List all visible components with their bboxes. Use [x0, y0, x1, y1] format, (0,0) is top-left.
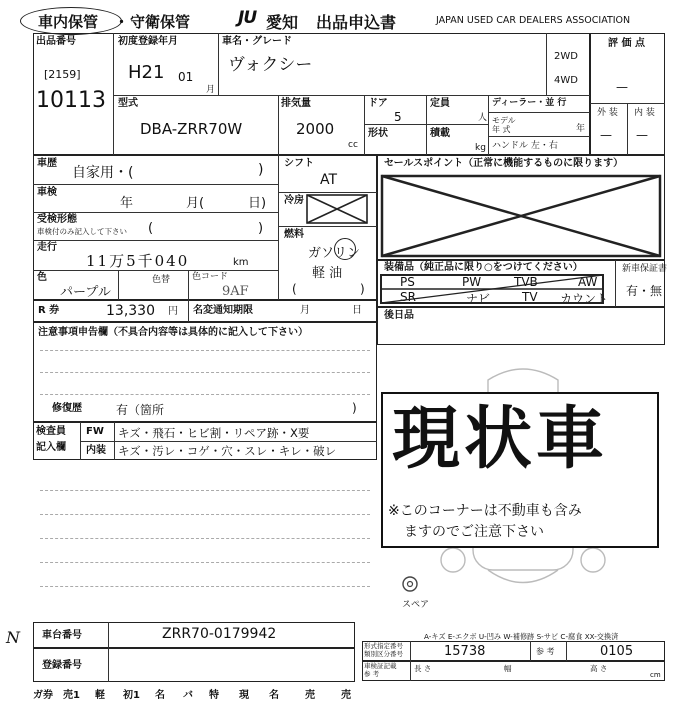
- footer-cell: バ: [183, 690, 193, 701]
- brand-name: 愛知: [266, 13, 299, 32]
- corner-mark: N: [6, 628, 20, 647]
- aircon-crossed-box: [306, 194, 368, 224]
- association-name: JAPAN USED CAR DEALERS ASSOCIATION: [436, 15, 631, 26]
- handle-label: ハンドル 左・右: [492, 141, 558, 151]
- equip-pw: PW: [462, 275, 482, 289]
- shift-value: AT: [320, 172, 338, 188]
- dims-length: 長 さ: [414, 664, 432, 673]
- grade-interior-value: —: [636, 128, 648, 142]
- chassis-label: 車台番号: [42, 630, 82, 641]
- dims-height: 高 さ: [590, 664, 608, 673]
- mileage-value: 11万5千040: [86, 252, 190, 270]
- inspection-day: 日): [248, 196, 267, 211]
- as-is-title: 現状車: [392, 400, 609, 479]
- footer-cell: 初1: [123, 690, 140, 701]
- as-is-note-1: ※このコーナーは不動車も含み: [388, 503, 582, 519]
- spare-label: スペア: [402, 600, 430, 610]
- type-no-ref-label: 参 考: [536, 647, 555, 656]
- mileage-unit: km: [233, 257, 249, 268]
- model-label: 型式: [118, 98, 138, 109]
- inspector-label-b: 記入欄: [36, 442, 66, 453]
- recycle-label: R 券: [38, 305, 60, 316]
- reg-no-label: 登録番号: [42, 660, 82, 671]
- storage-inside: 車内保管: [38, 13, 99, 31]
- lot-sub: [2159]: [44, 68, 81, 81]
- chassis-value: ZRR70-0179942: [162, 626, 277, 642]
- footer-cell: 現: [239, 690, 249, 701]
- capacity-label: 定員: [430, 98, 450, 109]
- repair-value: 有（箇所: [116, 403, 165, 417]
- footer-cell: 軽: [95, 690, 105, 701]
- doors-label: ドア: [368, 98, 388, 109]
- color-value: パープル: [60, 285, 111, 300]
- car-name-label: 車名・グレード: [222, 36, 292, 47]
- warranty-value: 有・無: [626, 284, 663, 298]
- storage-guard: 守衛保管: [130, 13, 191, 31]
- aircon-label: 冷房: [284, 195, 304, 206]
- displacement-label: 排気量: [281, 98, 311, 109]
- shape-label: 形状: [368, 128, 388, 139]
- repair-label: 修復歴: [52, 403, 82, 414]
- equipment-label: 装備品（純正品に限り○をつけてください）: [384, 262, 583, 273]
- history-close: ): [258, 162, 264, 178]
- equip-ps: PS: [400, 275, 415, 289]
- color-code-label: 色コード: [192, 272, 229, 282]
- model-value: DBA-ZRR70W: [140, 120, 243, 138]
- after-block: [377, 307, 665, 345]
- equip-navi: ナビ: [466, 292, 491, 306]
- inspector-interior-items: キズ・汚レ・コゲ・穴・スレ・キレ・破レ: [118, 444, 337, 458]
- inspection-label: 車検: [37, 187, 57, 198]
- doors-value: 5: [394, 110, 402, 124]
- receive-paren: (: [148, 221, 154, 236]
- lot-number: 10113: [36, 88, 106, 113]
- equip-aw: AW: [578, 275, 598, 289]
- equipment-strike: [379, 273, 614, 305]
- footer-cell: ガ券: [33, 690, 53, 701]
- lot-label: 出品番号: [36, 36, 76, 47]
- displacement-value: 2000: [296, 120, 335, 138]
- type-no-ref: 0105: [600, 644, 634, 659]
- storage-sep: ・: [114, 13, 130, 31]
- footer-cell: 名: [269, 690, 279, 701]
- receive-note: 車検付のみ記入して下さい: [37, 227, 127, 236]
- registration-era: H21: [128, 62, 165, 83]
- drive-2wd: 2WD: [554, 51, 578, 62]
- receive-close: ): [258, 221, 264, 236]
- tint-label: 色替: [152, 275, 171, 285]
- import-label: ディーラー・並 行: [492, 98, 567, 108]
- grade-exterior: 外 装: [597, 108, 618, 118]
- fuel-label: 燃料: [284, 229, 304, 240]
- registration-month-unit: 月: [206, 85, 216, 95]
- footer-cells: [33, 685, 363, 700]
- type-no-code: 15738: [444, 644, 486, 659]
- load-label: 積載: [430, 128, 450, 139]
- as-is-note-2: ますのでご注意下さい: [404, 524, 544, 540]
- equip-count: カウント: [560, 292, 609, 306]
- fuel-gas-circle: [334, 238, 356, 260]
- registration-month: 01: [178, 70, 194, 84]
- dims-row: [362, 661, 665, 681]
- dims-label: 車検証記載 参 考: [364, 662, 397, 678]
- fuel-gas: ガソリン: [308, 246, 361, 261]
- grade-overall-value: —: [616, 80, 628, 94]
- grade-exterior-value: —: [600, 128, 612, 142]
- tax-label: 名変通知期限: [193, 305, 253, 316]
- after-label: 後日品: [384, 310, 414, 321]
- receive-label: 受検形態: [37, 214, 77, 225]
- footer-cell: 名: [155, 690, 165, 701]
- selling-crossed-box: [380, 174, 662, 258]
- displacement-unit: cc: [348, 140, 358, 150]
- history-label: 車歴: [37, 158, 57, 169]
- footer-cell: 売: [341, 690, 351, 701]
- grade-label: 評 価 点: [608, 38, 645, 49]
- tax-month: 月: [300, 305, 310, 316]
- inspector-interior: 内装: [86, 445, 106, 456]
- fuel-diesel: 軽 油: [312, 266, 343, 281]
- dims-width: 幅: [504, 664, 512, 673]
- equip-sr: SR: [400, 290, 416, 304]
- brand-logo: JU: [238, 8, 257, 28]
- mileage-label: 走行: [37, 242, 57, 253]
- type-no-label: 形式指定番号 類別区分番号: [364, 642, 403, 658]
- footer-cell: 売: [305, 690, 315, 701]
- warranty-label: 新車保証書: [622, 264, 668, 274]
- equip-tvb: TVB: [514, 275, 538, 289]
- dims-cm: cm: [650, 671, 661, 679]
- selling-label: セールスポイント（正常に機能するものに限ります）: [384, 158, 624, 169]
- spare-tire-icon: [400, 574, 420, 594]
- repair-close: ): [352, 401, 357, 415]
- history-value: 自家用・(: [72, 165, 134, 181]
- color-label: 色: [37, 272, 47, 283]
- model-year-label: モデル 年 式: [492, 116, 516, 134]
- color-code: 9AF: [222, 284, 249, 299]
- footer-cell: 売1: [63, 690, 80, 701]
- shift-label: シフト: [284, 158, 314, 169]
- car-name: ヴォクシー: [228, 55, 313, 75]
- recycle-value: 13,330: [106, 303, 155, 319]
- grade-interior: 内 装: [634, 108, 655, 118]
- inspector-label-a: 検査員: [36, 426, 66, 437]
- equip-tv: TV: [522, 290, 538, 304]
- load-unit: kg: [475, 143, 486, 153]
- drive-4wd: 4WD: [554, 75, 578, 86]
- inspector-fw-items: キズ・飛石・ヒビ割・リペア跡・X要: [118, 426, 310, 440]
- tax-day: 日: [352, 305, 362, 316]
- fuel-close: ): [360, 282, 365, 296]
- footer-cell: 特: [209, 690, 219, 701]
- inspection-month: 月(: [186, 196, 205, 211]
- recycle-unit: 円: [168, 306, 178, 317]
- inspector-fw: FW: [86, 426, 104, 437]
- damage-legend: A-キズ E-エクボ U-凹み W-補修跡 S-サビ C-腐食 XX-交換済: [424, 632, 619, 641]
- inspection-year: 年: [120, 196, 134, 211]
- form-title: 出品申込書: [316, 13, 397, 32]
- notes-label: 注意事項申告欄（不具合内容等は具体的に記入して下さい）: [38, 327, 308, 338]
- fuel-paren: (: [292, 282, 297, 296]
- capacity-unit: 人: [478, 113, 488, 123]
- model-year-unit: 年: [576, 124, 586, 134]
- registration-label: 初度登録年月: [118, 36, 178, 47]
